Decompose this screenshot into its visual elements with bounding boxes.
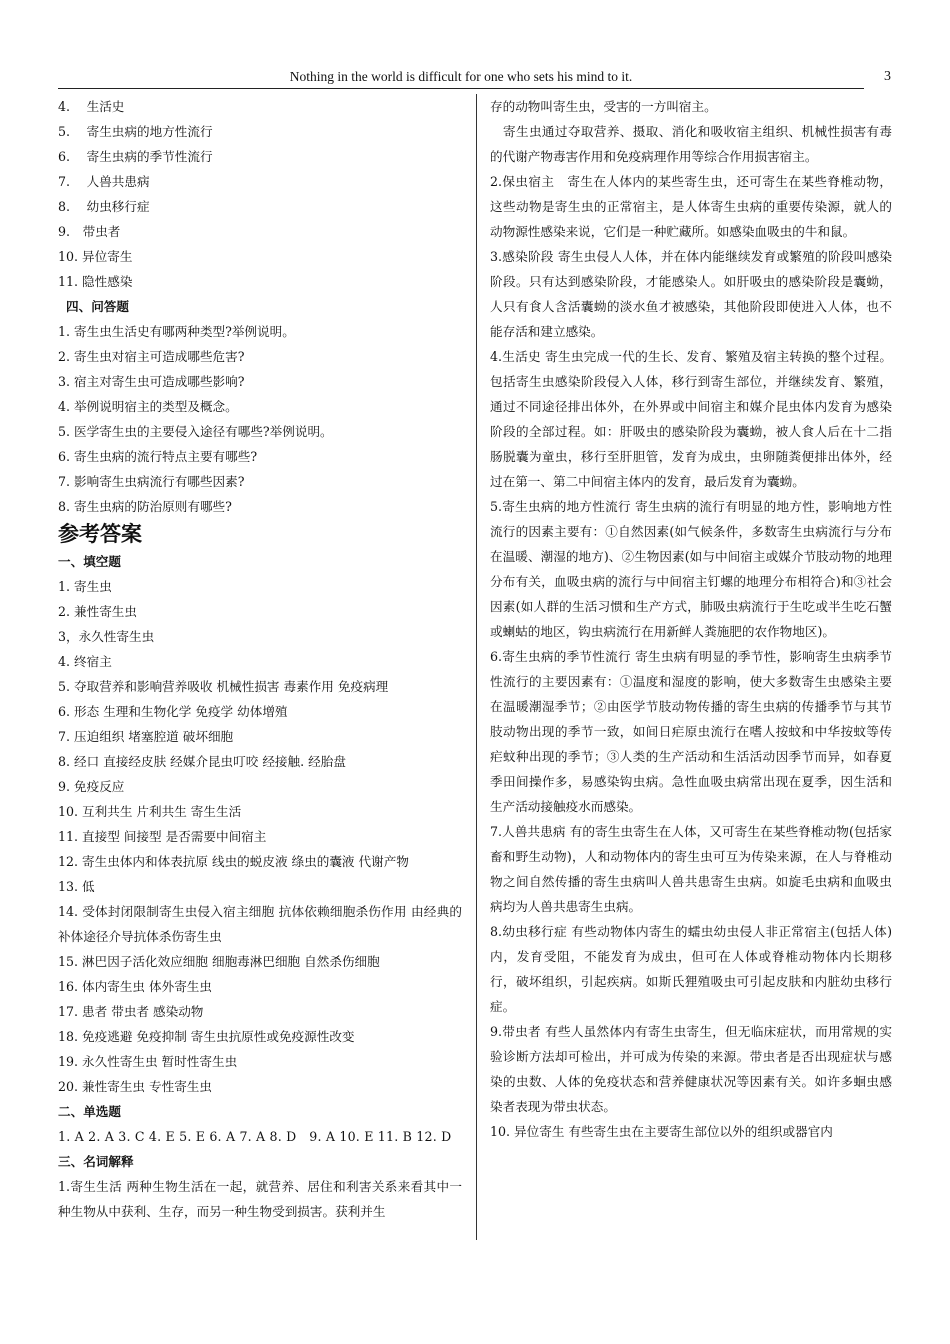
fill-answer-item: 9. 免疫反应 xyxy=(58,779,125,794)
fill-answer-list xyxy=(58,574,462,1099)
fill-answer-item: 7. 压迫组织 堵塞腔道 破坏细胞 xyxy=(58,729,234,744)
term-answer-list xyxy=(490,94,892,1144)
fill-answer-item: 5. 夺取营养和影响营养吸收 机械性损害 毒素作用 免疫病理 xyxy=(58,679,389,694)
single-choice-heading: 二、单选题 xyxy=(58,1104,121,1119)
fill-answer-item: 2. 兼性寄生虫 xyxy=(58,604,137,619)
answer-paragraph: 4.生活史 寄生虫完成一代的生长、发育、繁殖及宿主转换的整个过程。包括寄生虫感染阶段侵入人体，移行到寄生部位，并继续发育、繁殖，通过不同途径排出体外，在外界或中间宿主和媒介昆虫体内发育为感染阶段的全部过程。如：肝吸虫的感染阶段为囊蚴，被人食人后在十二指肠脱囊为童虫，移行至肝胆管，发育为成虫，虫卵随粪便排出体外，经过在第一、第二中间宿主体内的发育，最后发育为囊蚴。 xyxy=(490,349,892,489)
fill-answer-item: 20. 兼性寄生虫 专性寄生虫 xyxy=(58,1079,212,1094)
fill-answer-item: 17. 患者 带虫者 感染动物 xyxy=(58,1004,204,1019)
fill-heading: 一、填空题 xyxy=(58,554,121,569)
fill-answer-item: 1. 寄生虫 xyxy=(58,579,112,594)
column-divider xyxy=(476,94,477,1240)
answer-paragraph: 8.幼虫移行症 有些动物体内寄生的蠕虫幼虫侵人非正常宿主(包括人体)内，发育受阻，不能发育为成虫，但可在人体或脊椎动物体内长期移行，破坏组织，引起疾病。如斯氏狸殖吸虫可引起皮肤和内脏幼虫移行症。 xyxy=(490,924,892,1014)
fill-answer-item: 4. 终宿主 xyxy=(58,654,112,669)
term-item: 9. 带虫者 xyxy=(58,224,121,239)
qa-list xyxy=(58,319,462,519)
term-item: 7. 人兽共患病 xyxy=(58,174,150,189)
single-choice-answers: 1. A 2. A 3. C 4. E 5. E 6. A 7. A 8. D 9. A 10. E 11. B 12. D xyxy=(58,1129,452,1144)
qa-item: 4. 举例说明宿主的类型及概念。 xyxy=(58,399,238,414)
qa-item: 8. 寄生虫病的防治原则有哪些? xyxy=(58,499,232,514)
answer-paragraph: 2.保虫宿主 寄生在人体内的某些寄生虫，还可寄生在某些脊椎动物，这些动物是寄生虫的正常宿主，是人体寄生虫病的重要传染源，就人的动物源性感染来说，它们是一种贮藏所。如感染血吸虫的牛和鼠。 xyxy=(490,174,892,239)
fill-answer-item: 8. 经口 直接经皮肤 经媒介昆虫叮咬 经接触. 经胎盘 xyxy=(58,754,346,769)
answer-paragraph: 10. 异位寄生 有些寄生虫在主要寄生部位以外的组织或器官内 xyxy=(490,1124,833,1139)
fill-answer-item: 18. 免疫逃避 免疫抑制 寄生虫抗原性或免疫源性改变 xyxy=(58,1029,355,1044)
fill-answer-item: 6. 形态 生理和生物化学 免疫学 幼体增殖 xyxy=(58,704,288,719)
fill-answer-item: 3，永久性寄生虫 xyxy=(58,629,155,644)
qa-item: 7. 影响寄生虫病流行有哪些因素? xyxy=(58,474,245,489)
qa-item: 2. 寄生虫对宿主可造成哪些危害? xyxy=(58,349,245,364)
term-item: 6. 寄生虫病的季节性流行 xyxy=(58,149,213,164)
term-item: 10. 异位寄生 xyxy=(58,249,133,264)
fill-answer-item: 13. 低 xyxy=(58,879,95,894)
answer-paragraph: 3.感染阶段 寄生虫侵人人体，并在体内能继续发育或繁殖的阶段叫感染阶段。只有达到感染阶段，才能感染人。如肝吸虫的感染阶段是囊蚴，人只有食人含活囊蚴的淡水鱼才被感染，其他阶段即使进入人体，也不能存活和建立感染。 xyxy=(490,249,892,339)
term-item: 4. 生活史 xyxy=(58,99,125,114)
qa-item: 5. 医学寄生虫的主要侵入途径有哪些?举例说明。 xyxy=(58,424,333,439)
fill-answer-item: 12. 寄生虫体内和体表抗原 线虫的蜕皮液 绦虫的囊液 代谢产物 xyxy=(58,854,409,869)
answers-title: 参考答案 xyxy=(58,522,142,546)
fill-answer-item: 16. 体内寄生虫 体外寄生虫 xyxy=(58,979,212,994)
left-column xyxy=(58,94,462,1224)
term-item: 8. 幼虫移行症 xyxy=(58,199,150,214)
qa-item: 1. 寄生虫生活史有哪两种类型?举例说明。 xyxy=(58,324,295,339)
term-item: 11. 隐性感染 xyxy=(58,274,133,289)
answer-paragraph: 存的动物叫寄生虫，受害的一方叫宿主。 xyxy=(490,99,717,114)
answer-paragraph: 寄生虫通过夺取营养、摄取、消化和吸收宿主组织、机械性损害有毒的代谢产物毒害作用和免疫病理作用等综合作用损害宿主。 xyxy=(490,124,892,164)
fill-answer-item: 11. 直接型 间接型 是否需要中间宿主 xyxy=(58,829,267,844)
answer-paragraph: 7.人兽共患病 有的寄生虫寄生在人体，又可寄生在某些脊椎动物(包括家畜和野生动物)，人和动物体内的寄生虫可互为传染来源，在人与脊椎动物之间自然传播的寄生虫病叫人兽共患寄生虫病。如旋毛虫病和血吸虫病均为人兽共患寄生虫病。 xyxy=(490,824,892,914)
fill-answer-item: 14. 受体封闭限制寄生虫侵入宿主细胞 抗体依赖细胞杀伤作用 由经典的补体途径介导抗体杀伤寄生虫 xyxy=(58,904,462,944)
answer-paragraph: 9.带虫者 有些人虽然体内有寄生虫寄生，但无临床症状，而用常规的实验诊断方法却可检出，并可成为传染的来源。带虫者是否出现症状与感染的虫数、人体的免疫状态和营养健康状况等因素有关。如许多蛔虫感染者表现为带虫状态。 xyxy=(490,1024,892,1114)
qa-heading: 四、问答题 xyxy=(66,299,129,314)
header-motto: Nothing in the world is difficult for one who sets his mind to it. xyxy=(289,69,633,84)
page-number: 3 xyxy=(884,69,891,84)
term-item: 5. 寄生虫病的地方性流行 xyxy=(58,124,213,139)
fill-answer-item: 10. 互利共生 片利共生 寄生生活 xyxy=(58,804,242,819)
right-column xyxy=(490,94,892,1144)
qa-item: 3. 宿主对寄生虫可造成哪些影响? xyxy=(58,374,245,389)
answer-paragraph: 6.寄生虫病的季节性流行 寄生虫病有明显的季节性，影响寄生虫病季节性流行的主要因素有：①温度和湿度的影响，使大多数寄生虫感染主要在温暖潮湿季节；②由医学节肢动物传播的寄生虫病的传播季节与其节肢动物出现的季节一致，如间日疟原虫流行在嗜人按蚊和中华按蚊等传疟蚊种出现的季节；③人类的生产活动和生活活动因季节而异，如春夏季田间操作多，易感染钩虫病。急性血吸虫病常出现在夏季，因生活和生产活动接触疫水而感染。 xyxy=(490,649,892,814)
term-answer-1: 1.寄生生活 两种生物生活在一起，就营养、居住和利害关系来看其中一种生物从中获利、生存，而另一种生物受到损害。获利并生 xyxy=(58,1179,462,1219)
fill-answer-item: 15. 淋巴因子活化效应细胞 细胞毒淋巴细胞 自然杀伤细胞 xyxy=(58,954,380,969)
qa-item: 6. 寄生虫病的流行特点主要有哪些? xyxy=(58,449,258,464)
page-header xyxy=(58,66,864,89)
terms-heading: 三、名词解释 xyxy=(58,1154,134,1169)
term-list-tail xyxy=(58,94,462,294)
fill-answer-item: 19. 永久性寄生虫 暂时性寄生虫 xyxy=(58,1054,238,1069)
answer-paragraph: 5.寄生虫病的地方性流行 寄生虫病的流行有明显的地方性，影响地方性流行的因素主要有：①自然因素(如气候条件，多数寄生虫病流行与分布在温暖、潮湿的地方)、②生物因素(如与中间宿主或媒介节肢动物的地理分布有关，血吸虫病的流行与中间宿主钉螺的地理分布相符合)和③社会因素(如人群的生活习惯和生产方式，肺吸虫病流行于生吃或半生吃石蟹或蝲蛄的地区，钩虫病流行在用新鲜人粪施肥的农作物地区)。 xyxy=(490,499,892,639)
